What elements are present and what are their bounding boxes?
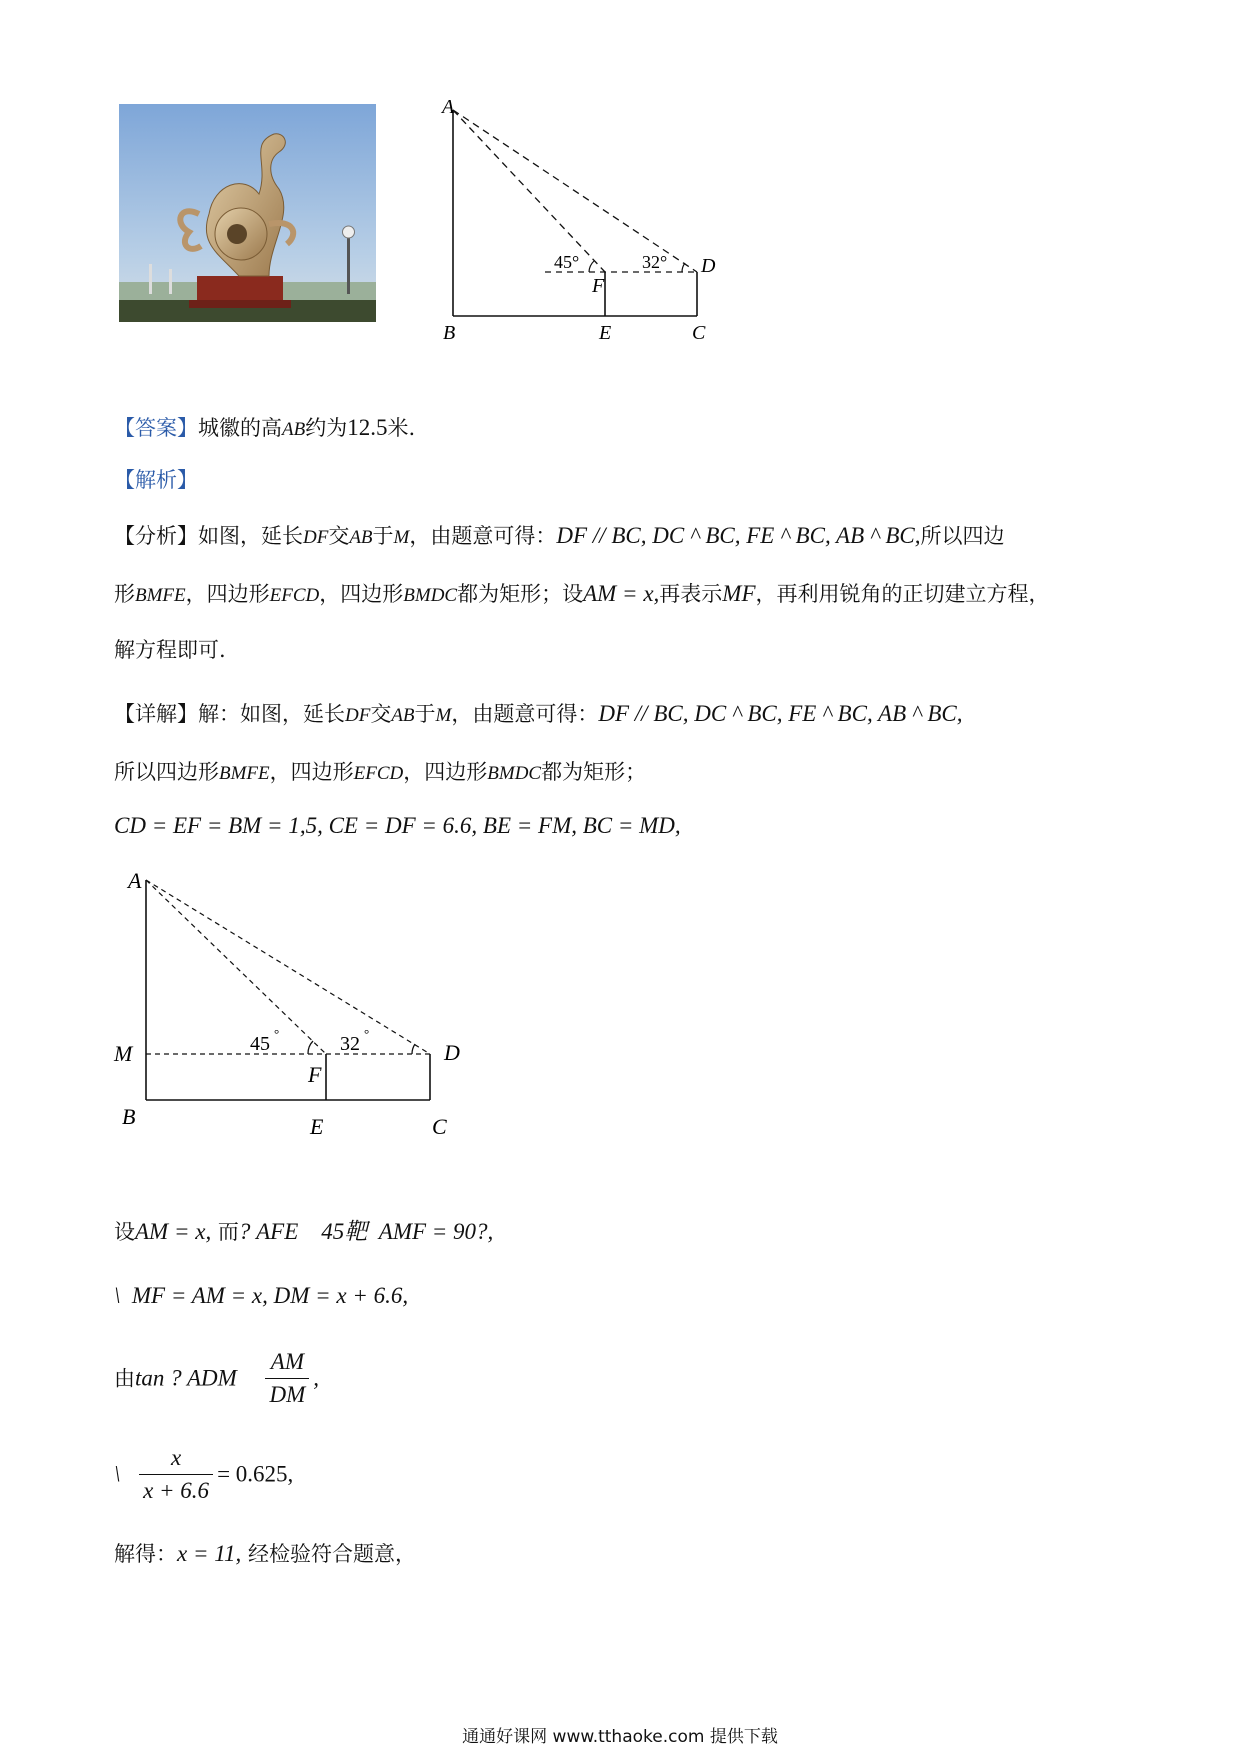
xiangjie-tag: 【详解】 (114, 702, 198, 726)
figure-1 (430, 96, 740, 350)
dashed-ad (453, 110, 697, 272)
step-5: 解得：x = 11, 经检验符合题意， (114, 1541, 416, 1566)
label-a-2: A (128, 868, 142, 893)
label-b-2: B (122, 1104, 136, 1129)
step-3: 由tan ? ADM $\frac{AM}{DM}$ , (114, 1349, 320, 1407)
dashed-af (453, 110, 605, 272)
analysis-tag: 【解析】 (114, 468, 198, 492)
label-f: F (592, 275, 605, 297)
degree-sign-32: ° (364, 1026, 370, 1041)
fenxi-math-1: DF // BC, DC ^ BC, FE ^ BC, AB ^ BC, (556, 523, 921, 548)
var-ab: AB (282, 419, 306, 440)
emblem-photo (119, 104, 376, 322)
dashed-af-2 (146, 880, 326, 1054)
xiangjie-math-1: DF // BC, DC ^ BC, FE ^ BC, AB ^ BC, (598, 701, 963, 726)
label-angle-32-2: 32 (340, 1033, 360, 1055)
angle-arc-d-2 (412, 1044, 415, 1054)
label-b: B (443, 322, 456, 344)
label-c: C (692, 322, 706, 344)
fenxi-math-2: AM = x, (583, 581, 660, 606)
angle-arc-d (682, 263, 685, 272)
label-e: E (599, 322, 612, 344)
fenxi-line-3: 解方程即可. (114, 638, 226, 662)
label-a: A (442, 96, 455, 118)
figure-1-diagram (430, 96, 740, 350)
label-c-2: C (432, 1114, 447, 1139)
xiangjie-line-2: 所以四边形BMFE，四边形EFCD，四边形BMDC都为矩形； (114, 760, 647, 784)
step-4: \ $\frac{x}{x + 6.6}$ = 0.625, (114, 1445, 294, 1503)
dashed-ad-2 (146, 880, 430, 1054)
answer-value: 12.5 (347, 415, 388, 440)
label-f-2: F (308, 1062, 322, 1087)
label-angle-32: 32° (642, 252, 668, 272)
angle-arc-f-2 (308, 1041, 313, 1054)
angle-arc-f (589, 261, 594, 272)
step-2: \ MF = AM = x, DM = x + 6.6, (114, 1283, 409, 1308)
fraction-am-dm: $\frac{AM}{DM}$ (265, 1348, 309, 1409)
label-angle-45: 45° (554, 252, 580, 272)
figure-2 (112, 866, 472, 1146)
emblem-photo-drawing (119, 104, 376, 322)
step-1: 设AM = x, 而? AFE 45靶 AMF = 90?, (114, 1219, 494, 1244)
fraction-x: $\frac{x}{x + 6.6}$ (139, 1444, 213, 1505)
degree-sign-45: ° (274, 1026, 280, 1041)
answer-line: 【答案】城徽的高AB约为12.5米. (114, 415, 416, 440)
label-e-2: E (310, 1114, 324, 1139)
label-angle-45-2: 45 (250, 1033, 270, 1055)
label-d-2: D (444, 1040, 460, 1065)
answer-tag: 【答案】 (114, 416, 198, 440)
xiangjie-line-3: CD = EF = BM = 1,5, CE = DF = 6.6, BE = FM, BC = MD, (114, 813, 681, 838)
fenxi-line-2: 形BMFE，四边形EFCD，四边形BMDC都为矩形；设AM = x,再表示MF，再利用锐角的正切建立方程， (114, 581, 1050, 606)
fenxi-tag: 【分析】 (114, 524, 198, 548)
label-m-2: M (114, 1041, 133, 1066)
fenxi-line-1: 【分析】如图，延长DF交AB于M，由题意可得：DF // BC, DC ^ BC, FE ^ BC, AB ^ BC,所以四边 (114, 523, 1005, 548)
xiangjie-line-1: 【详解】解：如图，延长DF交AB于M，由题意可得：DF // BC, DC ^ BC, FE ^ BC, AB ^ BC, (114, 701, 963, 726)
label-d: D (701, 255, 716, 277)
figure-2-diagram (112, 866, 472, 1146)
page-footer: 通通好课网 www.tthaoke.com 提供下载 (462, 1727, 778, 1747)
